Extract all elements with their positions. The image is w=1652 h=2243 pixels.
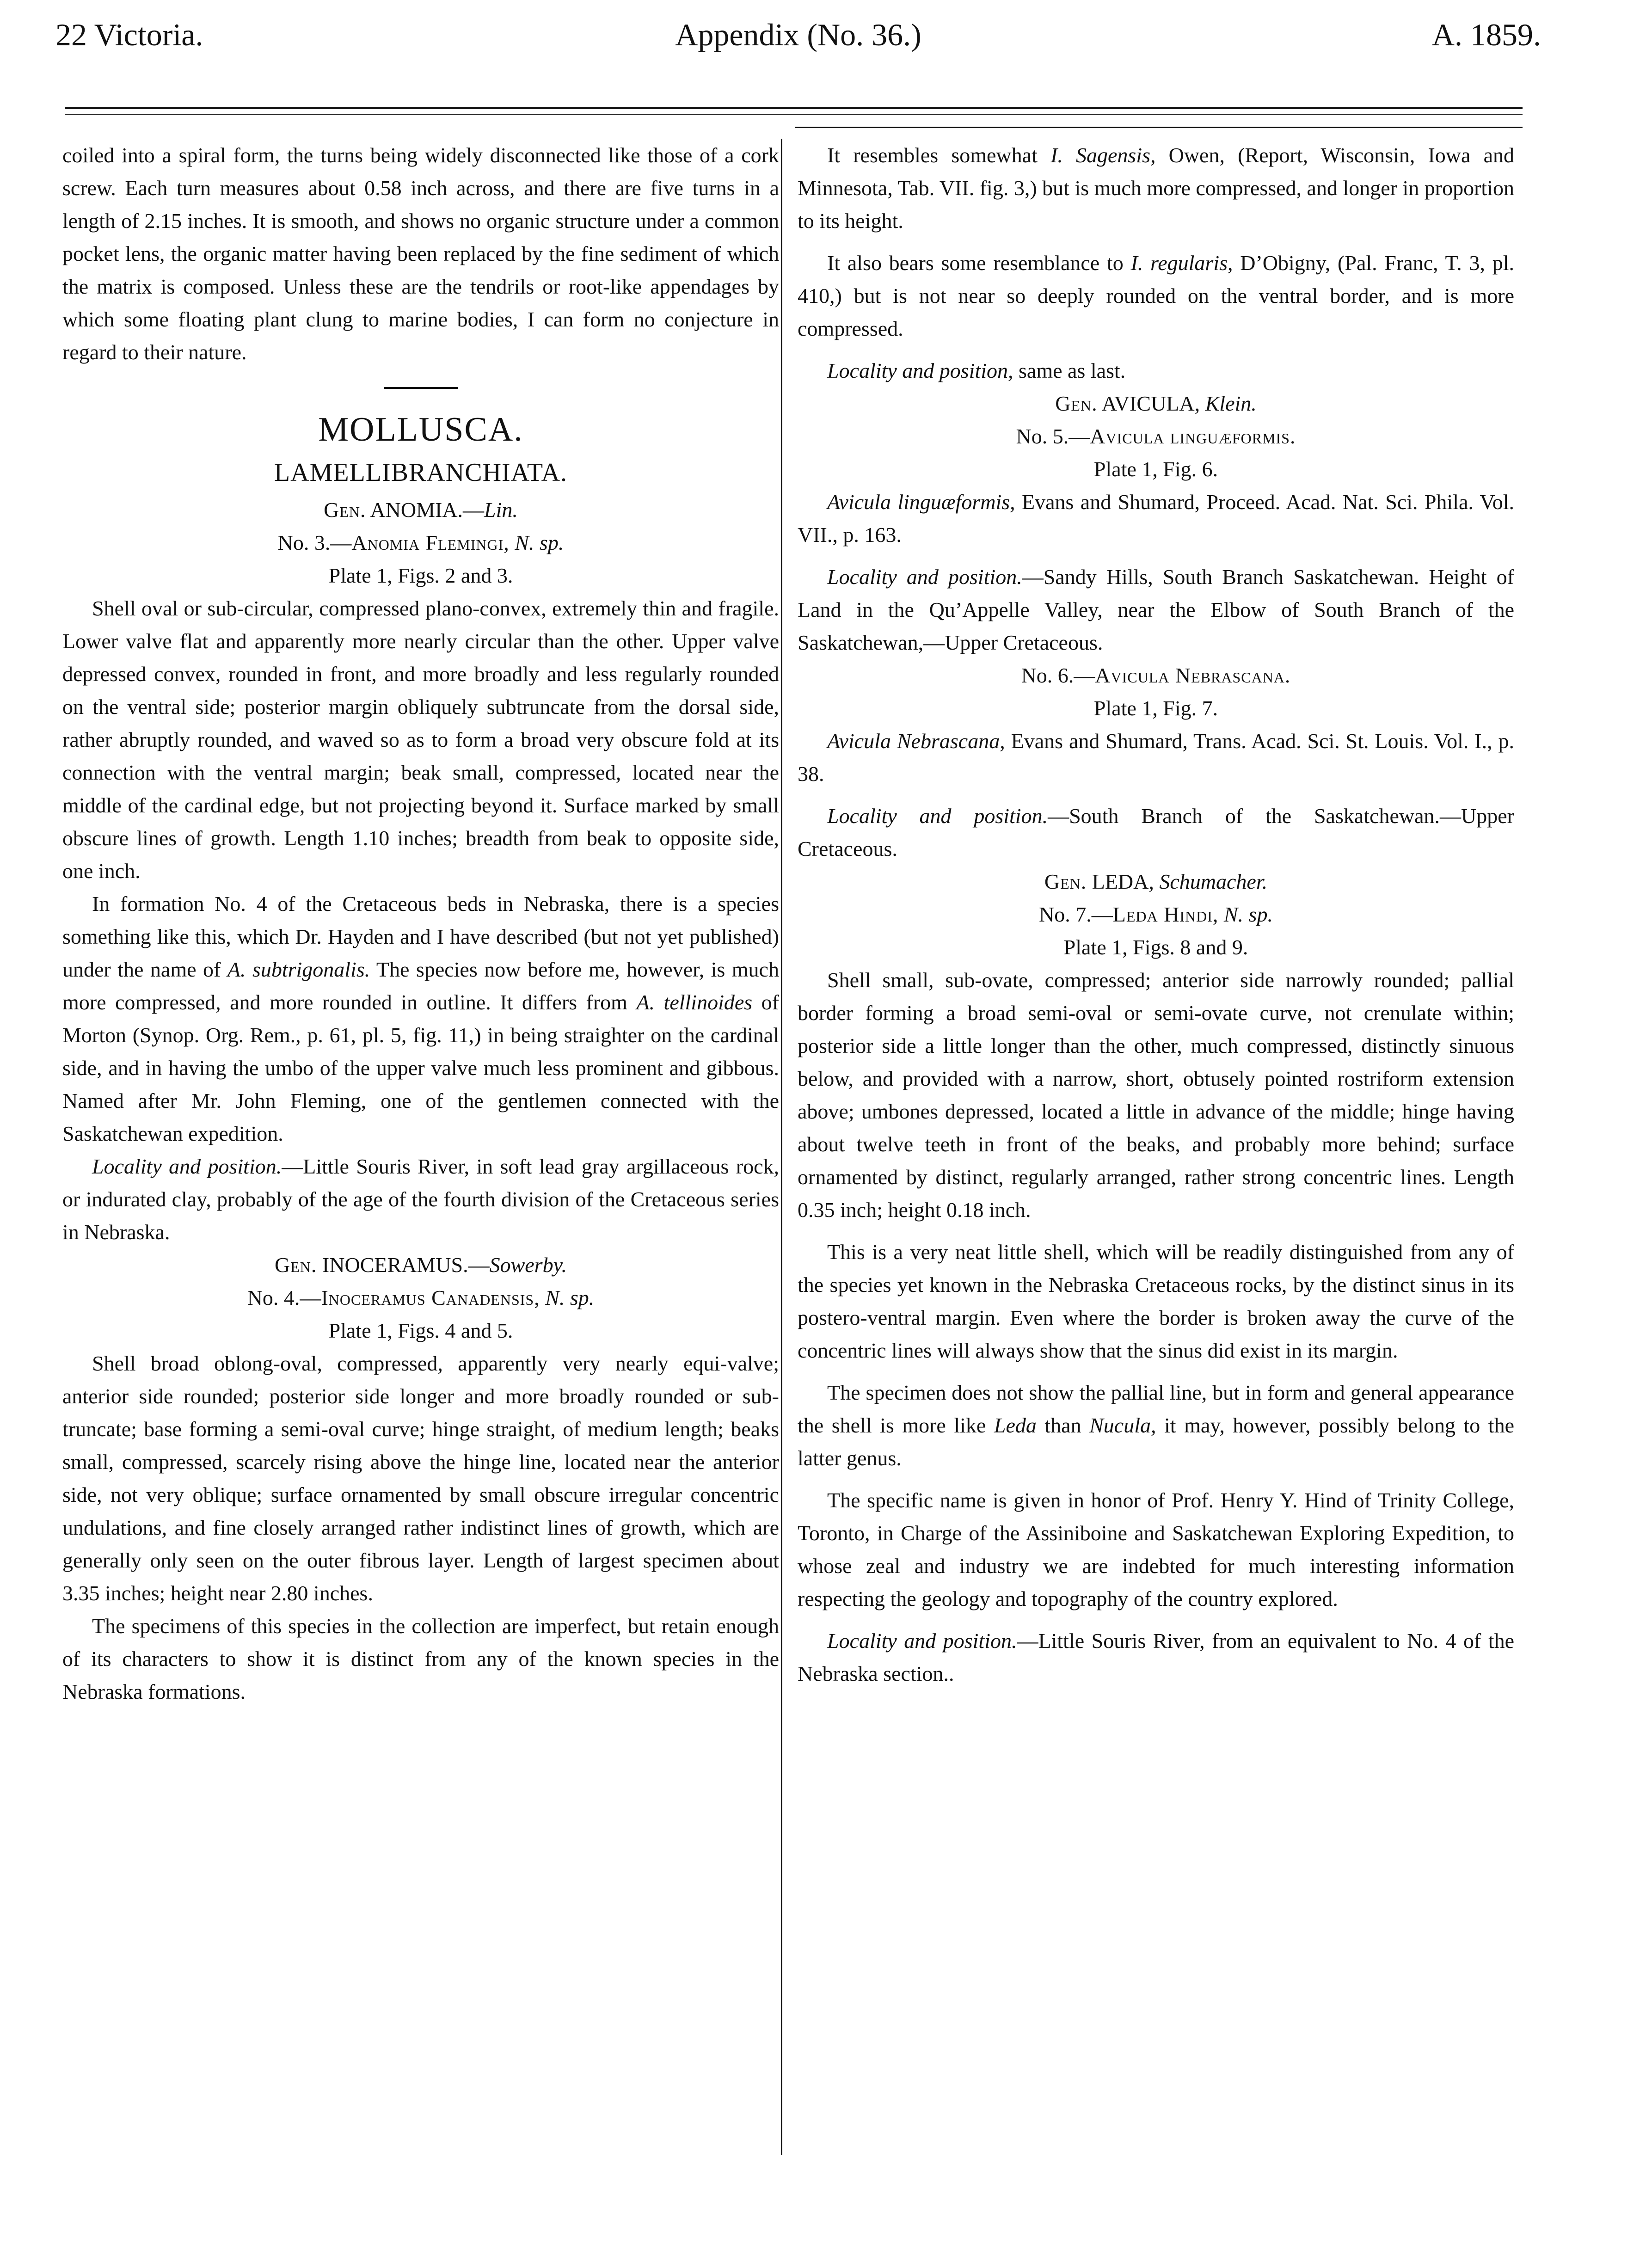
- plate-ref-inoceramus: Plate 1, Figs. 4 and 5.: [328, 1319, 513, 1342]
- section-divider: [384, 387, 458, 389]
- paragraph-inoceramus-resemblance-regularis: It also bears some resemblance to I. regularis, D’Obigny, (Pal. Franc, T. 3, pl. 410,) but is not near so deeply rounded on the ventral border, and is more compressed.: [798, 251, 1514, 340]
- species-heading-inoceramus-canadensis: No. 4.—Inoceramus Canadensis, N. sp.: [247, 1286, 595, 1309]
- paragraph-avicula-linguaeformis-reference: Avicula linguæformis, Evans and Shumard, Proceed. Acad. Nat. Sci. Phila. Vol. VII., p. 163.: [798, 490, 1515, 547]
- paragraph-anomia-comparison: In formation No. 4 of the Cretaceous beds in Nebraska, there is a species something like this, which Dr. Hayden and I have described (but not yet published) under the name of A. subtrigonalis. The species now before me, however, is much more compressed, and more rounded in outline. It differs from A. tellinoides of Morton (Synop. Org. Rem., p. 61, pl. 5, fig. 11,) in being straighter on the cardinal side, and in having the umbo of the upper valve much less prominent and gibbous. Named after Mr. John Fleming, one of the gentlemen connected with the Saskatchewan expedition.: [62, 892, 779, 1145]
- species-heading-leda-hindi: No. 7.—Leda Hindi, N. sp.: [1039, 903, 1273, 926]
- paragraph-inoceramus-description: Shell broad oblong-oval, compressed, apparently very nearly equi-valve; anterior side rounded; posterior side longer and more broadly rounded or sub-truncate; base forming a semi-oval curve; hinge straight, of medium length; beaks small, compressed, scarcely rising above the hinge line, located near the anterior side, not very oblique; surface ornamented by small obscure irregular concentric undulations, and fine closely arranged rather indistinct lines of growth, which are generally only seen on the outer fibrous layer. Length of largest specimen about 3.35 inches; height near 2.80 inches.: [62, 1352, 779, 1605]
- genus-heading-inoceramus: Gen. INOCERAMUS.—Sowerby.: [275, 1253, 567, 1277]
- running-header: [55, 17, 1541, 72]
- species-heading-avicula-linguaeformis: No. 5.—Avicula linguæformis.: [1016, 424, 1296, 448]
- header-rule-thick: [65, 107, 1523, 109]
- right-column: [798, 139, 1514, 1690]
- plate-ref-leda: Plate 1, Figs. 8 and 9.: [1063, 935, 1248, 959]
- header-session: 22 Victoria.: [55, 17, 203, 52]
- paragraph-avicula-linguaeformis-locality: Locality and position.—Sandy Hills, South Branch Saskatchewan. Height of Land in the Qu’Appelle Valley, near the Elbow of South Branch of the Saskatchewan,—Upper Cretaceous.: [798, 565, 1514, 654]
- genus-heading-avicula: Gen. AVICULA, Klein.: [1055, 392, 1257, 415]
- paragraph-spiral-fossil: coiled into a spiral form, the turns being widely disconnected like those of a cork screw. Each turn measures about 0.58 inch across, and there are five turns in a length of 2.15 inches. It is smooth, and shows no organic structure under a common pocket lens, the organic matter having been replaced by the fine sediment of which the matrix is composed. Unless these are the tendrils or root-like appendages by which some floating plant clung to marine bodies, I can form no conjecture in regard to their nature.: [62, 143, 779, 364]
- plate-ref-avicula-linguaeformis: Plate 1, Fig. 6.: [1093, 457, 1218, 481]
- paragraph-avicula-nebrascana-locality: Locality and position.—South Branch of the Saskatchewan.—Upper Cretaceous.: [798, 804, 1514, 860]
- species-heading-anomia-flemingi: No. 3.—Anomia Flemingi, N. sp.: [277, 531, 564, 554]
- header-year: A. 1859.: [1431, 17, 1541, 52]
- genus-heading-anomia: Gen. ANOMIA.—Lin.: [324, 498, 518, 522]
- section-title-mollusca: MOLLUSCA.: [318, 411, 523, 449]
- header-appendix: Appendix (No. 36.): [675, 17, 921, 52]
- paragraph-leda-distinguishing: This is a very neat little shell, which will be readily distinguished from any of the species yet known in the Nebraska Cretaceous rocks, by the distinct sinus in its postero-ventral margin. Even where the border is broken away the curve of the concentric lines will always show that the sinus did exist in its margin.: [798, 1240, 1514, 1362]
- paragraph-leda-pallial-line: The specimen does not show the pallial line, but in form and general appearance the shell is more like Leda than Nucula, it may, however, possibly belong to the latter genus.: [798, 1381, 1514, 1470]
- paragraph-anomia-description: Shell oval or sub-circular, compressed plano-convex, extremely thin and fragile. Lower valve flat and apparently more nearly circular than the other. Upper valve depressed convex, rounded in front, and more broadly and less regularly rounded on the ventral side; posterior margin obliquely subtruncate from the dorsal side, rather abruptly rounded, and waved so as to form a broad very obscure fold at its connection with the ventral margin; beak small, compressed, located near the middle of the cardinal edge, but not projecting beyond it. Surface marked by small obscure lines of growth. Length 1.10 inches; breadth from beak to opposite side, one inch.: [62, 596, 779, 883]
- right-column-top-rule: [795, 127, 1523, 128]
- paragraph-inoceramus-resemblance-sagensis: It resembles somewhat I. Sagensis, Owen, (Report, Wisconsin, Iowa and Minnesota, Tab. VII. fig. 3,) but is much more compressed, and longer in proportion to its height.: [798, 143, 1514, 233]
- column-divider: [781, 139, 782, 2155]
- paragraph-anomia-locality: Locality and position.—Little Souris River, in soft lead gray argillaceous rock, or indurated clay, probably of the age of the fourth division of the Cretaceous series in Nebraska.: [62, 1155, 779, 1244]
- plate-ref-avicula-nebrascana: Plate 1, Fig. 7.: [1093, 696, 1218, 720]
- paragraph-leda-specific-name: The specific name is given in honor of Prof. Henry Y. Hind of Trinity College, Toronto, in Charge of the Assiniboine and Saskatchewan Exploring Expedition, to whose zeal and industry we are indebted for much interesting information respecting the geology and topography of the country explored.: [798, 1488, 1514, 1610]
- paragraph-inoceramus-specimens: The specimens of this species in the collection are imperfect, but retain enough of its characters to show it is distinct from any of the known species in the Nebraska formations.: [62, 1614, 779, 1703]
- species-heading-avicula-nebrascana: No. 6.—Avicula Nebrascana.: [1021, 664, 1291, 687]
- genus-heading-leda: Gen. LEDA, Schumacher.: [1044, 870, 1268, 893]
- paragraph-avicula-nebrascana-reference: Avicula Nebrascana, Evans and Shumard, Trans. Acad. Sci. St. Louis. Vol. I., p. 38.: [798, 729, 1515, 786]
- paragraph-inoceramus-locality: Locality and position, same as last.: [827, 359, 1126, 382]
- subsection-title-lamellibranchiata: LAMELLIBRANCHIATA.: [274, 458, 568, 487]
- left-column: [62, 139, 779, 1708]
- paragraph-leda-description: Shell small, sub-ovate, compressed; anterior side narrowly rounded; pallial border forming a broad semi-oval or semi-ovate curve, not crenulate within; posterior side a little longer than the other, much compressed, distinctly sinuous below, and provided with a narrow, short, obtusely pointed rostriform extension above; umbones depressed, located a little in advance of the middle; hinge having about twelve teeth in front of the beaks, and probably more behind; surface ornamented by distinct, regularly arranged, rather strong concentric lines. Length 0.35 inch; height 0.18 inch.: [798, 968, 1514, 1222]
- plate-ref-anomia: Plate 1, Figs. 2 and 3.: [328, 564, 513, 587]
- header-rule-thin: [65, 114, 1523, 115]
- paragraph-leda-locality: Locality and position.—Little Souris River, from an equivalent to No. 4 of the Nebraska section..: [798, 1629, 1514, 1685]
